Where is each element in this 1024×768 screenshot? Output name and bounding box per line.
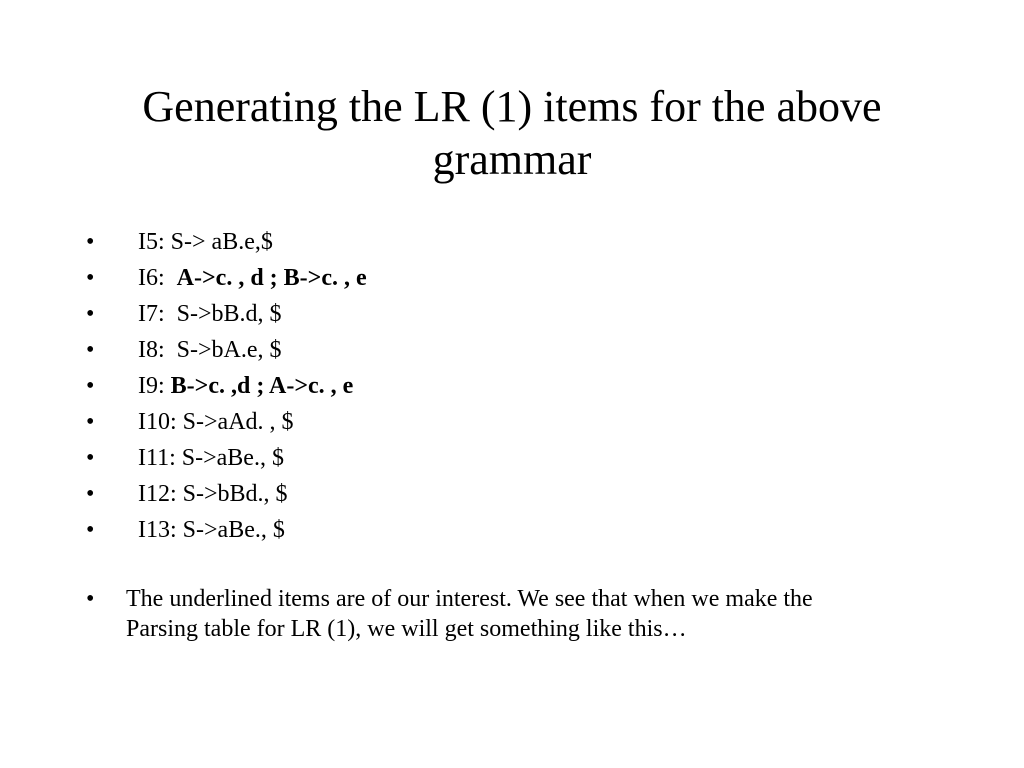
item-text	[132, 368, 353, 404]
list-item	[86, 332, 966, 368]
item-text	[132, 404, 294, 440]
item-text	[132, 476, 288, 512]
item-text	[132, 512, 285, 548]
item-label: I7: S->bB.d, $	[132, 301, 282, 327]
item-label: I11: S->aBe., $	[132, 445, 284, 471]
bullet-icon: •	[86, 373, 95, 399]
item-label: I8: S->bA.e, $	[132, 337, 282, 363]
item-label: I9:	[132, 373, 171, 399]
item-bold-text: B->c. ,d ; A->c. , e	[170, 373, 354, 399]
item-text	[132, 296, 282, 332]
slide-title: Generating the LR (1) items for the above grammar	[142, 82, 882, 184]
item-text	[132, 440, 284, 476]
item-label: I6:	[132, 265, 177, 291]
bullet-icon: •	[86, 586, 95, 612]
bullet-icon: •	[86, 517, 95, 543]
list-item	[86, 512, 966, 548]
list-item	[86, 476, 966, 512]
note-text: The underlined items are of our interest. We see that when we make the Parsing table for LR (1), we will get something like this…	[126, 586, 813, 642]
list-item	[86, 224, 966, 260]
list-item	[86, 260, 966, 296]
bullet-icon: •	[86, 229, 95, 255]
bullet-icon: •	[86, 481, 95, 507]
item-text	[132, 260, 367, 296]
bullet-icon: •	[86, 445, 95, 471]
bullet-icon: •	[86, 301, 95, 327]
item-label: I10: S->aAd. , $	[132, 409, 294, 435]
note-paragraph	[86, 584, 946, 644]
item-text	[132, 332, 282, 368]
list-item	[86, 440, 966, 476]
list-item	[86, 296, 966, 332]
item-bold-text: A->c. , d ; B->c. , e	[176, 265, 367, 291]
item-label: I12: S->bBd., $	[132, 481, 288, 507]
bullet-icon: •	[86, 337, 95, 363]
list-item	[86, 368, 966, 404]
bullet-icon: •	[86, 409, 95, 435]
list-item	[86, 404, 966, 440]
item-label: I13: S->aBe., $	[132, 517, 285, 543]
lr1-items-list	[86, 224, 966, 548]
bullet-icon: •	[86, 265, 95, 291]
item-label: I5: S-> aB.e,$	[132, 229, 273, 255]
item-text	[132, 224, 273, 260]
